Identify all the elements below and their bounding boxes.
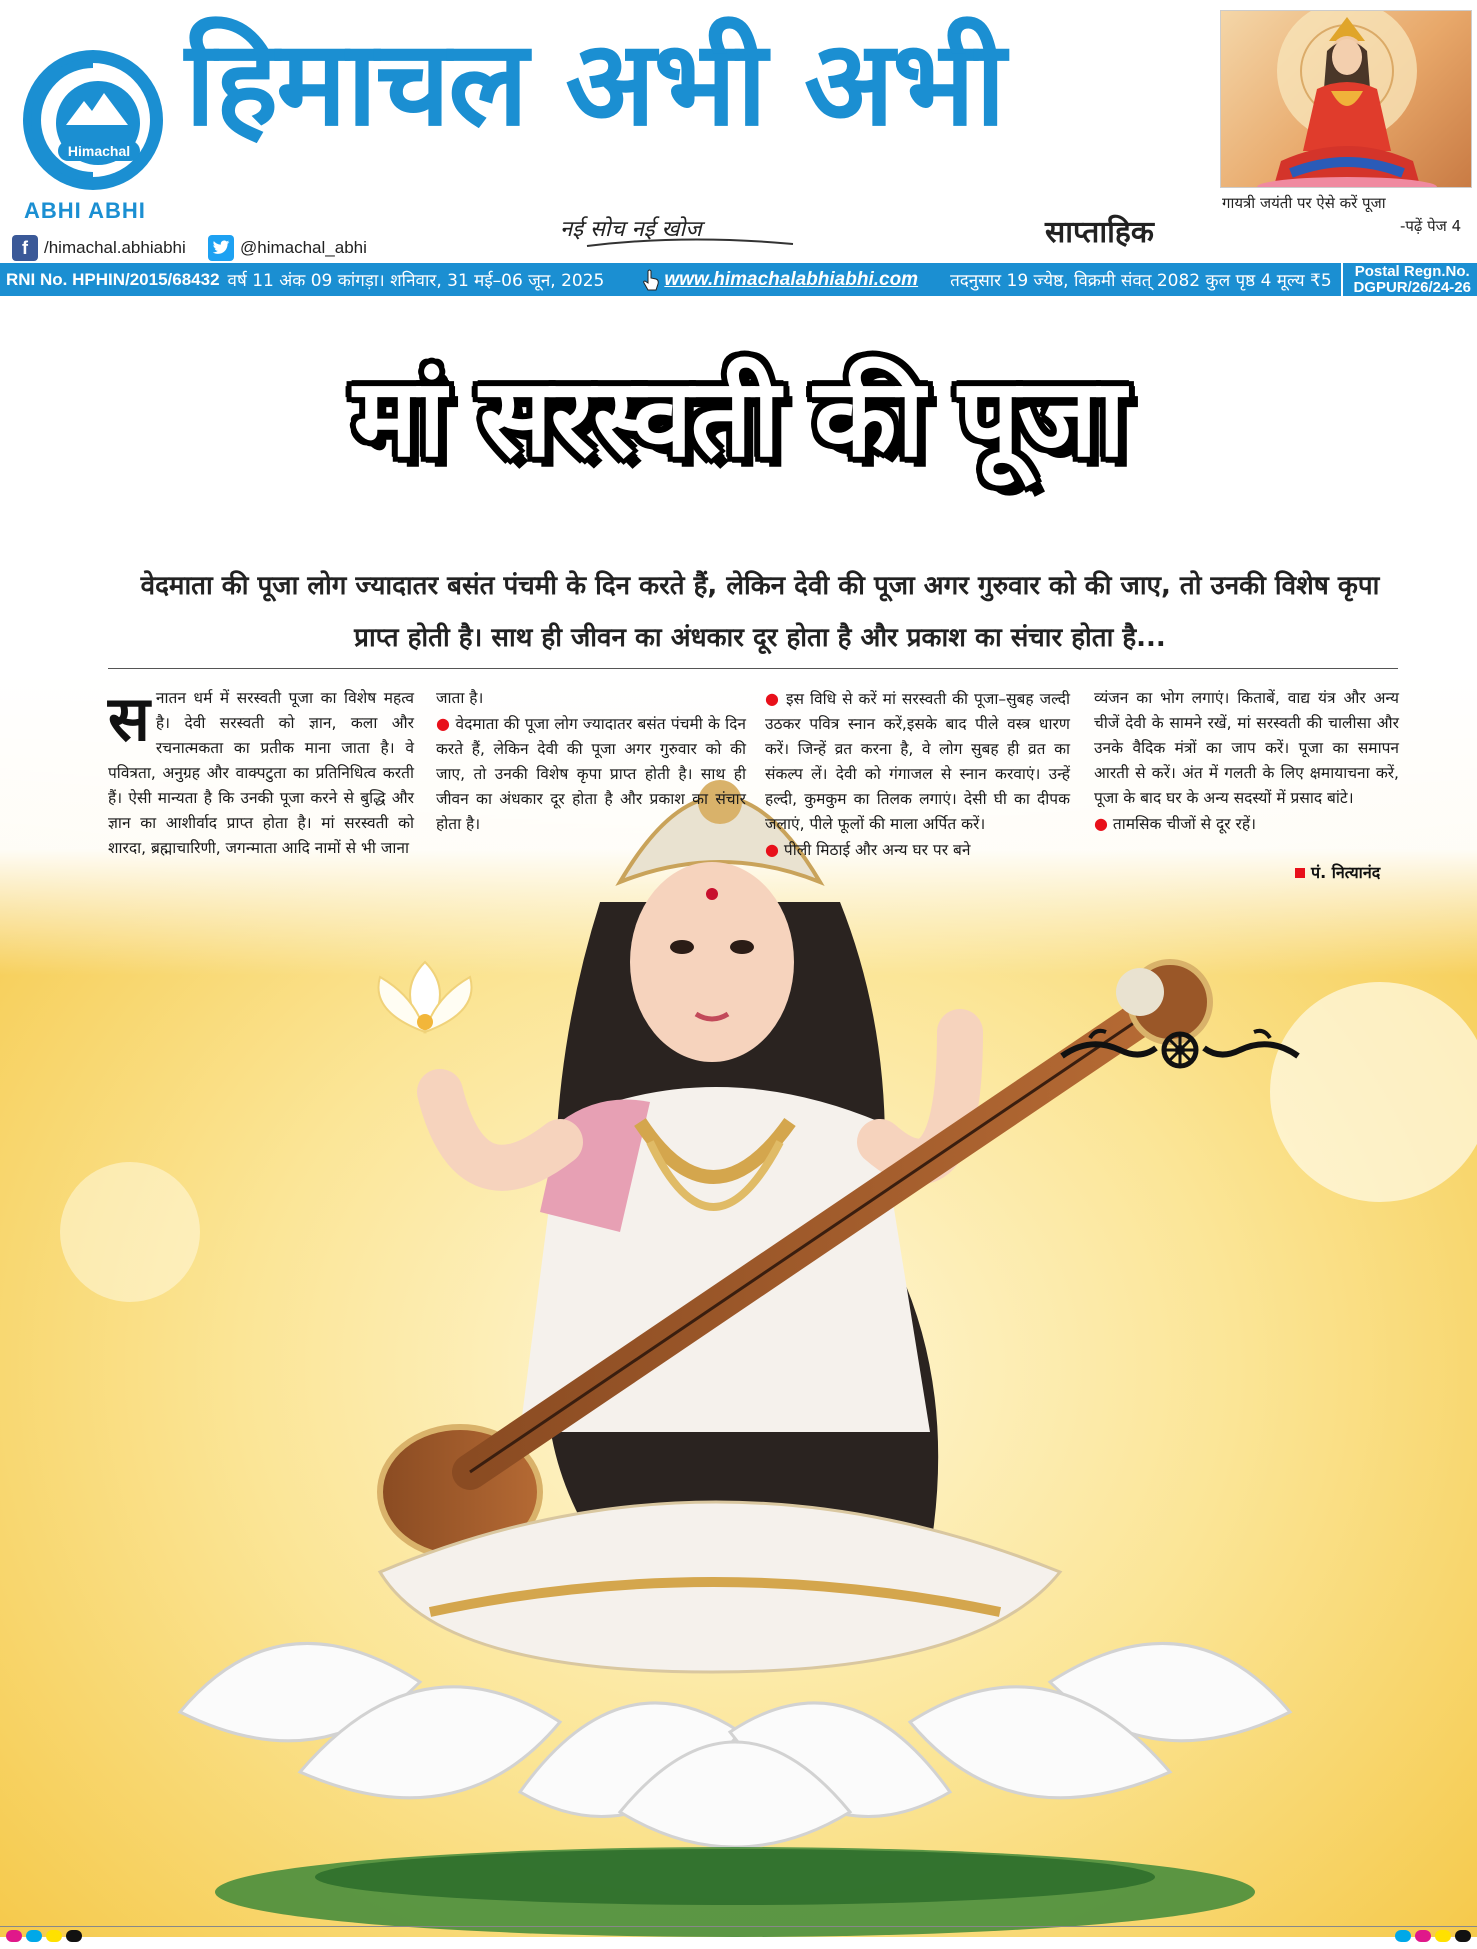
bullet-icon: ●	[765, 689, 780, 708]
tagline: नई सोच नई खोज	[560, 217, 702, 242]
newspaper-title: हिमाचल अभी अभी	[185, 14, 1004, 152]
color-registration-marks-right	[1395, 1930, 1471, 1942]
tagline-swoosh-icon	[585, 236, 795, 250]
saraswati-illustration	[0, 672, 1477, 1937]
magenta-mark-icon	[1415, 1930, 1431, 1942]
website-url[interactable]: www.himachalabhiabhi.com	[664, 268, 919, 290]
postal-line-1: Postal Regn.No.	[1354, 262, 1470, 280]
article-column-4	[1094, 686, 1399, 837]
page-headline: मां सरस्वती की पूजा	[353, 356, 1124, 481]
column-2-text-b: वेदमाता की पूजा लोग ज्यादातर बसंत पंचमी के दिन करते हैं, लेकिन देवी की पूजा अगर गुरुवार को की जाए, तो उनकी विशेष कृपा प्राप्त होती है। साथ ही जीवन का अंधकार दूर होता है और प्रकाश का संचार होता है।	[436, 715, 746, 833]
cyan-mark-icon	[1395, 1930, 1411, 1942]
edition-type: साप्ताहिक	[1045, 215, 1154, 250]
column-3-text-a: इस विधि से करें मां सरस्वती की पूजा–सुबह जल्दी उठकर पवित्र स्नान करें,इसके बाद पीले वस्त्र धारण करें। जिन्हें व्रत करना है, वे लोग सुबह ही व्रत का संकल्प लें। देवी को गंगाजल से स्नान करवाएं। उन्हें हल्दी, कुमकुम का तिलक लगाएं। देसी घी का दीपक जलाएं, पीले फूलों की माला अर्पित करें।	[765, 690, 1071, 833]
column-4-text-b: तामसिक चीजों से दूर रहें।	[1112, 815, 1256, 833]
info-bar	[0, 263, 1477, 296]
svg-text:Himachal: Himachal	[67, 143, 131, 159]
intro-line-2: प्राप्त होती है। साथ ही जीवन का अंधकार दूर होता है और प्रकाश का संचार होता है...	[354, 623, 1166, 653]
yellow-mark-icon	[46, 1930, 62, 1942]
masthead	[0, 0, 1477, 300]
drop-cap: स	[108, 682, 150, 755]
article-column-2	[436, 686, 746, 837]
column-1-text: नातन धर्म में सरस्वती पूजा का विशेष महत्व है। देवी सरस्वती को ज्ञान, कला और रचनात्मकता का प्रतीक माना जाता है। वे पवित्रता, अनुग्रह और वाक्पटुता का प्रतिनिधित्व करती हैं। ऐसी मान्यता है कि उनकी पूजा करने से बुद्धि और ज्ञान का आशीर्वाद प्राप्त होता है। मां सरस्वती को शारदा, ब्रह्माचारिणी, जगन्माता आदि नामों से भी जाना	[108, 689, 414, 857]
twitter-bird-icon	[208, 235, 234, 261]
bullet-icon: ●	[765, 840, 779, 859]
bullet-icon: ●	[436, 714, 451, 733]
teaser-caption[interactable]: गायत्री जयंती पर ऐसे करें पूजा	[1222, 194, 1386, 212]
black-mark-icon	[66, 1930, 82, 1942]
teaser-page-ref[interactable]: -पढ़ें पेज 4	[1400, 217, 1462, 235]
facebook-handle[interactable]	[12, 235, 186, 261]
bottom-rule	[0, 1926, 1477, 1927]
article-column-3	[765, 686, 1070, 863]
facebook-icon: f	[12, 235, 38, 261]
twitter-handle-text: @himachal_abhi	[240, 238, 367, 257]
gayatri-goddess-illustration	[1221, 11, 1472, 188]
twitter-handle[interactable]	[208, 235, 367, 261]
postal-registration	[1341, 263, 1471, 296]
article-column-1	[108, 682, 414, 861]
himachal-logo-icon	[18, 45, 168, 195]
author-byline	[1295, 861, 1380, 883]
author-name: पं. नित्यानंद	[1311, 863, 1381, 882]
cyan-mark-icon	[26, 1930, 42, 1942]
byline-square-icon	[1295, 868, 1305, 878]
samvat-price: तदनुसार 19 ज्येष्ठ, विक्रमी संवत् 2082 कुल पृष्ठ 4 मूल्य ₹5	[950, 271, 1332, 291]
decorative-ornament-icon	[1060, 1026, 1300, 1074]
column-4-text-a: व्यंजन का भोग लगाएं। किताबें, वाद्य यंत्र और अन्य चीजें देवी के सामने रखें, मां सरस्वती की चालीसा और उनके वैदिक मंत्रों का जाप करें। पूजा का समापन आरती से करें। अंत में गलती के लिए क्षमायाचना करें, पूजा के बाद घर के अन्य सदस्यों में प्रसाद बांटे।	[1094, 689, 1399, 807]
postal-line-2: DGPUR/26/24-26	[1353, 278, 1471, 296]
rni-number: RNI No. HPHIN/2015/68432	[6, 269, 220, 289]
section-divider	[108, 668, 1398, 669]
intro-deck	[100, 560, 1420, 664]
magenta-mark-icon	[6, 1930, 22, 1942]
pointer-hand-icon	[642, 269, 660, 291]
issue-date: वर्ष 11 अंक 09 कांगड़ा। शनिवार, 31 मई–06 जून, 2025	[227, 271, 605, 291]
bullet-icon: ●	[1094, 814, 1108, 833]
black-mark-icon	[1455, 1930, 1471, 1942]
intro-line-1: वेदमाता की पूजा लोग ज्यादातर बसंत पंचमी के दिन करते हैं, लेकिन देवी की पूजा अगर गुरुवार को की जाए, तो उनकी विशेष कृपा	[140, 571, 1380, 601]
teaser-goddess-image[interactable]	[1220, 10, 1472, 188]
logo-subtitle: ABHI ABHI	[24, 198, 146, 223]
color-registration-marks-left	[6, 1930, 82, 1942]
facebook-handle-text: /himachal.abhiabhi	[44, 238, 186, 257]
column-2-text-a: जाता है।	[436, 689, 484, 707]
column-3-text-b: पीली मिठाई और अन्य घर पर बने	[783, 841, 971, 859]
yellow-mark-icon	[1435, 1930, 1451, 1942]
website-link[interactable]	[642, 269, 918, 291]
